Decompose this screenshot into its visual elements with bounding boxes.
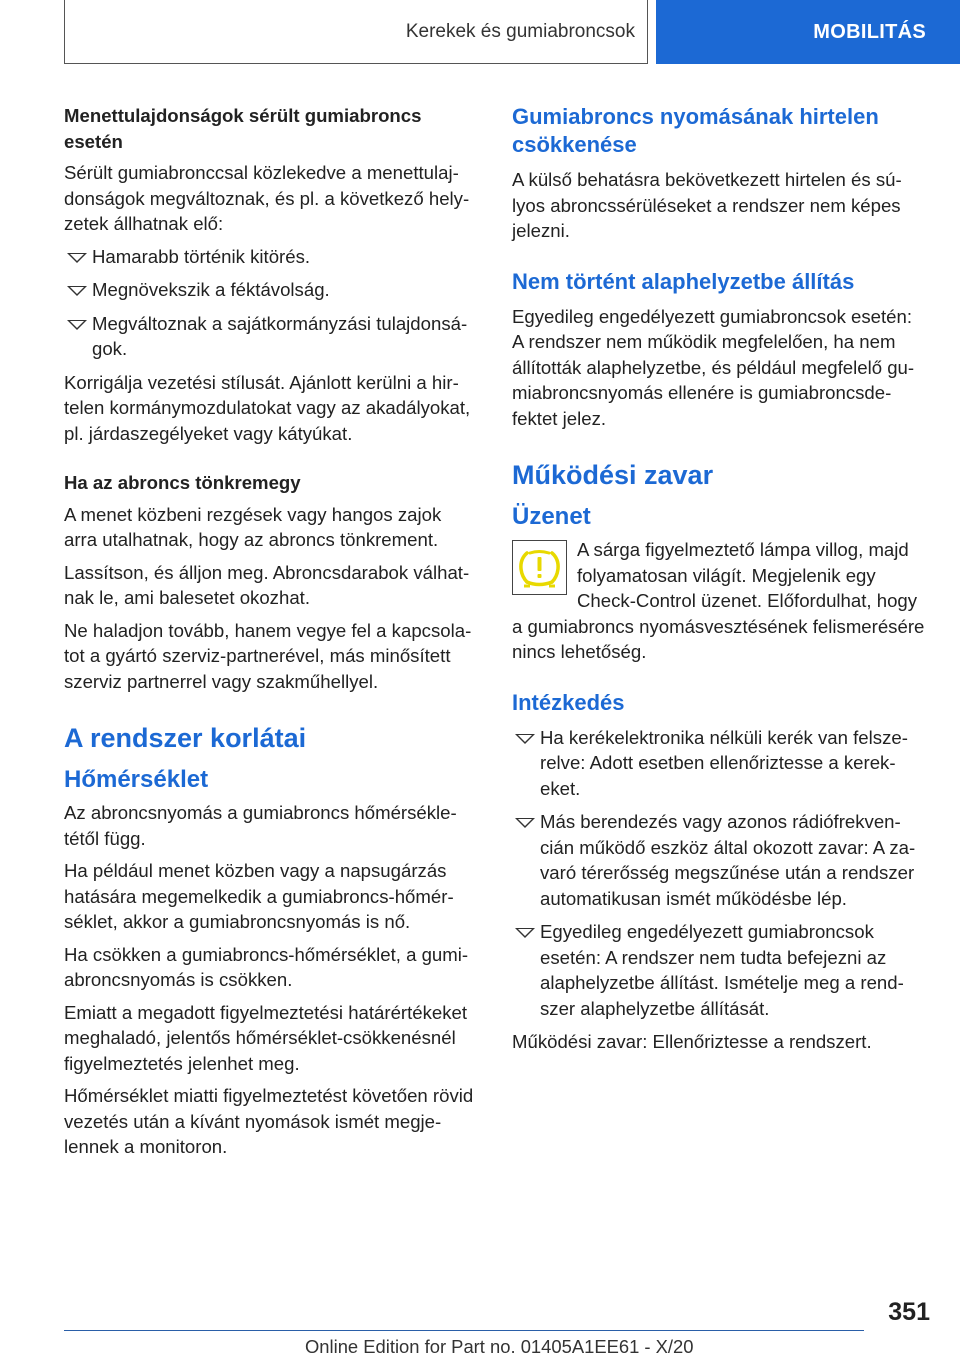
paragraph: A külső behatásra bekövetkezett hirtelen és súlyos abroncssérüléseket a rendszer nem képes jelezni.	[512, 169, 902, 241]
paragraph: Hőmérséklet miatti figyelmeztetést követően rövid vezetés után a kívánt nyomások ismét megjelennek a monitoron.	[64, 1085, 474, 1157]
bullet-list	[64, 244, 476, 362]
right-column	[512, 103, 926, 1062]
footer-divider	[64, 1330, 864, 1331]
tpms-warning-icon	[512, 540, 567, 595]
section-title: Kerekek és gumiabroncsok	[64, 0, 648, 64]
heading-temperature: Hőmérséklet	[64, 766, 209, 793]
heading-message: Üzenet	[512, 503, 591, 530]
page-header	[0, 0, 960, 66]
page-number: 351	[888, 1298, 930, 1326]
list-item: Megváltoznak a sajátkormányzási tulajdonságok.	[64, 311, 476, 362]
paragraph: Ne haladjon tovább, hanem vegye fel a kapcsolatot a gyártó szerviz-partnerével, más minősített szerviz partnerrel vagy szakműhellyel.	[64, 619, 472, 692]
list-item: Egyedileg engedélyezett gumiabroncsok esetén: A rendszer nem tudta befejezni az alaphelyzetbe állítást. Ismételje meg a rendszer alaphelyzetbe állítását.	[512, 919, 926, 1021]
paragraph: Működési zavar: Ellenőriztesse a rendszert.	[512, 1031, 872, 1052]
paragraph: Lassítson, és álljon meg. Abroncsdarabok válhatnak le, ami balesetet okozhat.	[64, 561, 470, 608]
list-item: Ha kerékelektronika nélküli kerék van felszerelve: Adott esetben ellenőriztesse a kerekeket.	[512, 725, 926, 802]
list-item: Megnövekszik a féktávolság.	[64, 277, 476, 303]
heading-sudden-pressure-loss: Gumiabroncs nyomásának hirtelen csökkenése	[512, 104, 879, 157]
left-column	[64, 103, 476, 1167]
heading-action: Intézkedés	[512, 689, 625, 715]
paragraph: Egyedileg engedélyezett gumiabroncsok esetén: A rendszer nem működik megfelelően, ha nem állították alaphelyzetbe, és például megfelelő gumiabroncsnyomás ellenére is gumiabroncsdefektet jelez.	[512, 305, 915, 429]
paragraph: Korrigálja vezetési stílusát. Ajánlott kerülni a hirtelen kormánymozdulatokat vagy az akadályokat, pl. járdaszegélyeket vagy kátyúkat.	[64, 371, 471, 444]
heading-no-reset: Nem történt alaphelyzetbe állítás	[512, 268, 855, 294]
heading-tire-broken: Ha az abroncs tönkremegy	[64, 472, 301, 493]
bullet-list	[512, 725, 926, 1022]
message-block	[512, 537, 926, 665]
paragraph: A sárga figyelmeztető lámpa villog, majd folyamatosan világít. Megjelenik egy Check-Control üzenet. Előfordulhat, hogy a gumiabroncs nyomásvesztésének felismerésére nincs lehetőség.	[512, 539, 925, 662]
list-item: Hamarabb történik kitörés.	[64, 244, 476, 270]
paragraph: Emiatt a megadott figyelmeztetési határértékeket meghaladó, jelentős hőmérséklet-csökkenésnél figyelmeztetés jelenhet meg.	[64, 1001, 468, 1074]
heading-malfunction: Működési zavar	[512, 460, 714, 490]
footer-edition[interactable]: Online Edition for Part no. 01405A1EE61 - X/20	[305, 1336, 694, 1357]
list-item: Más berendezés vagy azonos rádiófrekvencián működő eszköz által okozott zavar: A zavaró térerősség megszűnése után a rendszer automatikusan ismét működésbe lép.	[512, 809, 926, 911]
chapter-tab[interactable]: MOBILITÁS	[656, 0, 960, 64]
paragraph: Az abroncsnyomás a gumiabroncs hőmérsékletétől függ.	[64, 802, 457, 849]
paragraph: Ha csökken a gumiabroncs-hőmérséklet, a gumiabroncsnyomás is csökken.	[64, 943, 469, 990]
paragraph: Ha például menet közben vagy a napsugárzás hatására megemelkedik a gumiabroncs-hőmérséklet, akkor a gumiabroncsnyomás is nő.	[64, 860, 454, 932]
paragraph: Sérült gumiabronccsal közlekedve a menettulajdonságok megváltoznak, és pl. a következő helyzetek állhatnak elő:	[64, 162, 470, 234]
paragraph: A menet közbeni rezgések vagy hangos zajok arra utalhatnak, hogy az abroncs tönkrement.	[64, 503, 442, 550]
heading-damaged-tire: Menettulajdonságok sérült gumiabroncs esetén	[64, 105, 422, 152]
heading-system-limits: A rendszer korlátai	[64, 723, 307, 753]
